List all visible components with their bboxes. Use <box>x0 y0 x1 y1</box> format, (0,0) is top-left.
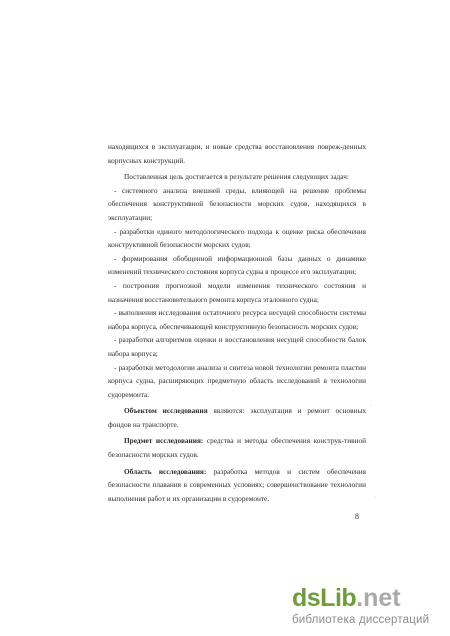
watermark-logo <box>292 584 401 613</box>
task-text: - выполнения исследования остаточного ресурса несущей способности системы набора корпуса, обеспечивающей конструктивную безопасность морских судов; <box>108 308 366 331</box>
paragraph-goal <box>108 170 366 184</box>
paragraph-research-subject <box>108 434 366 461</box>
task-text: - построения прогнозной модели изменения технического состояния и назначения восстановительного ремонта корпуса эталонного судна; <box>108 280 366 304</box>
watermark-tagline: библиотека диссертаций <box>292 614 430 626</box>
watermark <box>292 580 442 630</box>
task-item <box>108 252 366 279</box>
task-item <box>108 184 366 225</box>
task-text: - разработки алгоритмов оценки и восстановления несущей способности балок набора корпуса; <box>108 335 366 358</box>
task-text: - системного анализа внешней среды, влияющей на решение проблемы обеспечения конструктивной безопасности морских судов, находящихся в эксплуатации; <box>108 185 366 222</box>
task-item <box>108 225 366 252</box>
margin-mark: · <box>374 495 376 501</box>
paragraph-label: Область исследования: <box>124 466 207 476</box>
paragraph-text: разработка методов и систем обеспечения безопасности плавания в современных условиях; совершенствование технологии выполнения работ и их организации в судоремонте. <box>108 466 366 503</box>
paragraph-text: средства и методы обеспечения конструк-тивной безопасности морских судов. <box>108 436 366 460</box>
paragraph-text: находящихся в эксплуатации, и новые средства восстановления повреж-денных корпусных конструкций. <box>108 142 366 165</box>
paragraph-research-area <box>108 465 366 506</box>
watermark-logo-tld: .net <box>356 584 401 612</box>
paragraph-label: Предмет исследования: <box>124 436 204 446</box>
watermark-logo-main: dsLib <box>292 584 357 612</box>
task-item <box>108 279 366 306</box>
task-text: - разработки методологии анализа и синтеза новой технологии ремонта пластин корпуса судна, расширяющих предметную область исследований в технологии судоремонта. <box>108 362 366 399</box>
task-item <box>108 361 366 402</box>
task-text: - разработки единого методологического подхода к оценке риска обеспечения конструктивной безопасности морских судов; <box>108 226 366 250</box>
body-text <box>108 140 366 505</box>
task-text: - формирования обобщенной информационной базы данных о динамике изменений технического состояния корпуса судна в процессе его эксплуатации; <box>108 253 366 277</box>
task-item <box>108 306 366 333</box>
paragraph-label: Объектом исследования <box>124 406 208 416</box>
page-number: 8 <box>355 512 359 521</box>
task-item <box>108 333 366 360</box>
paragraph-text: являются: эксплуатация и ремонт основных фондов на транспорте. <box>108 406 366 429</box>
margin-mark: · <box>370 403 372 409</box>
paragraph-continuation <box>108 140 366 167</box>
paragraph-text: Поставленная цель достигается в результате решения следующих задач: <box>124 172 349 182</box>
paragraph-research-object <box>108 404 366 431</box>
